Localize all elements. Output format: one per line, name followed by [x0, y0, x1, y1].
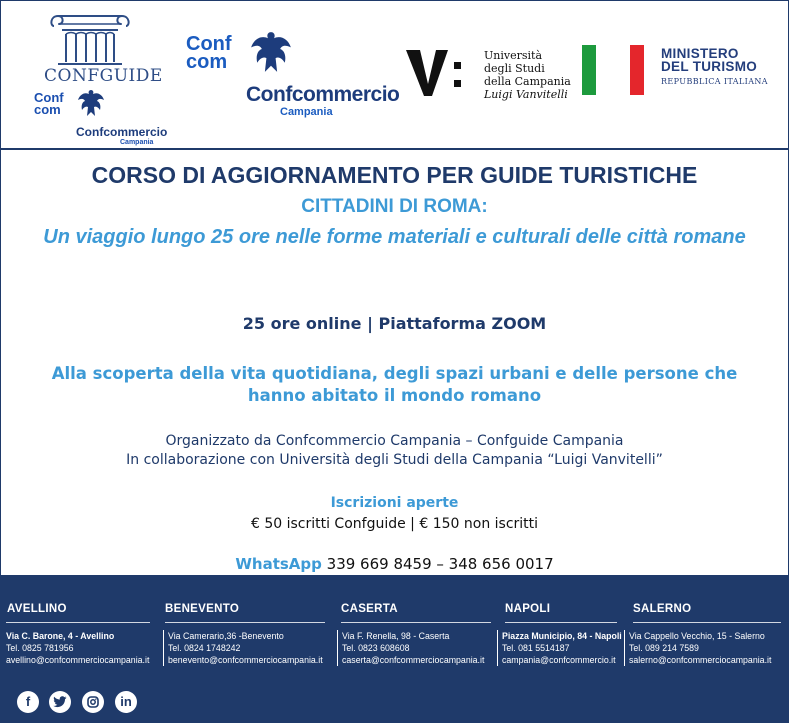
registration-status: Iscrizioni aperte [330, 495, 459, 511]
twitter-icon[interactable] [49, 691, 71, 713]
confguide-logo [28, 8, 178, 146]
ministero-turismo-logo [582, 42, 782, 98]
office-details-caserta: Via F. Renella, 98 - Caserta Tel. 0823 608608 caserta@confcommerciocampania.it [337, 630, 484, 666]
office-details-napoli: Piazza Municipio, 84 - Napoli Tel. 081 5514187 campania@confcommercio.it [497, 630, 622, 666]
office-city-avellino: AVELLINO [7, 603, 67, 615]
price-info: € 50 iscritti Confguide | € 150 non iscritti [250, 516, 539, 532]
office-details-avellino: Via C. Barone, 4 - Avellino Tel. 0825 781956 avellino@confcommerciocampania.it [6, 631, 150, 665]
eagle-icon [248, 26, 294, 78]
whatsapp-contact[interactable] [0, 555, 789, 573]
organizer-line: Organizzato da Confcommercio Campania – Confguide Campania [165, 433, 624, 449]
v-colon-mark-icon [404, 46, 462, 100]
flag-green-band [582, 45, 596, 95]
organizers [0, 432, 789, 470]
course-format: 25 ore online | Piattaforma ZOOM [242, 314, 547, 333]
logo-header [0, 0, 789, 150]
course-description: Alla scoperta della vita quotidiana, degli spazi urbani e delle persone che hanno abitato il mondo romano [51, 364, 738, 405]
confcommercio-wordmark: Confcommercio [246, 83, 400, 106]
office-city-benevento: BENEVENTO [165, 603, 240, 615]
eagle-icon [76, 86, 106, 120]
collaboration-line: In collaborazione con Università degli Studi della Campania “Luigi Vanvitelli” [126, 452, 663, 468]
confguide-wordmark: CONFGUIDE [44, 66, 163, 86]
linkedin-icon[interactable]: in [115, 691, 137, 713]
divider [165, 622, 325, 623]
office-city-salerno: SALERNO [633, 603, 692, 615]
facebook-icon[interactable]: f [17, 691, 39, 713]
campania-label-small: Campania [120, 139, 154, 146]
course-announcement [0, 150, 789, 575]
university-name: Università degli Studi della Campania Luigi Vanvitelli [484, 49, 571, 101]
confcommercio-wordmark-small: Confcommercio [76, 125, 168, 139]
vanvitelli-university-logo [402, 40, 572, 110]
ministry-name: MINISTERO DEL TURISMO [661, 46, 758, 74]
flag-red-band [630, 45, 644, 95]
divider [505, 622, 617, 623]
office-city-napoli: NAPOLI [505, 603, 551, 615]
office-details-salerno: Via Cappello Vecchio, 15 - Salerno Tel. 089 214 7589 salerno@confcommerciocampania.it [624, 630, 771, 666]
offices-footer [0, 575, 789, 723]
divider [341, 622, 491, 623]
office-city-caserta: CASERTA [341, 603, 398, 615]
instagram-icon[interactable] [82, 691, 104, 713]
office-details-benevento: Via Camerario,36 -Benevento Tel. 0824 1748242 benevento@confcommerciocampania.it [163, 630, 323, 666]
confcom-mark: Conf com [186, 33, 232, 73]
confcom-mark-small: Conf com [34, 90, 64, 117]
course-subtitle: CITTADINI DI ROMA: [301, 196, 488, 217]
whatsapp-numbers[interactable]: 339 669 8459 – 348 656 0017 [326, 555, 554, 573]
whatsapp-label: WhatsApp [235, 555, 322, 573]
course-tagline: Un viaggio lungo 25 ore nelle forme materiali e culturali delle città romane [43, 226, 746, 248]
page-title: CORSO DI AGGIORNAMENTO PER GUIDE TURISTICHE [91, 162, 698, 188]
campania-label: Campania [280, 106, 333, 118]
ministry-subtitle: REPUBBLICA ITALIANA [661, 77, 768, 86]
confcommercio-campania-logo [182, 26, 402, 122]
divider [633, 622, 781, 623]
divider [6, 622, 150, 623]
column-capital-icon [48, 12, 132, 70]
